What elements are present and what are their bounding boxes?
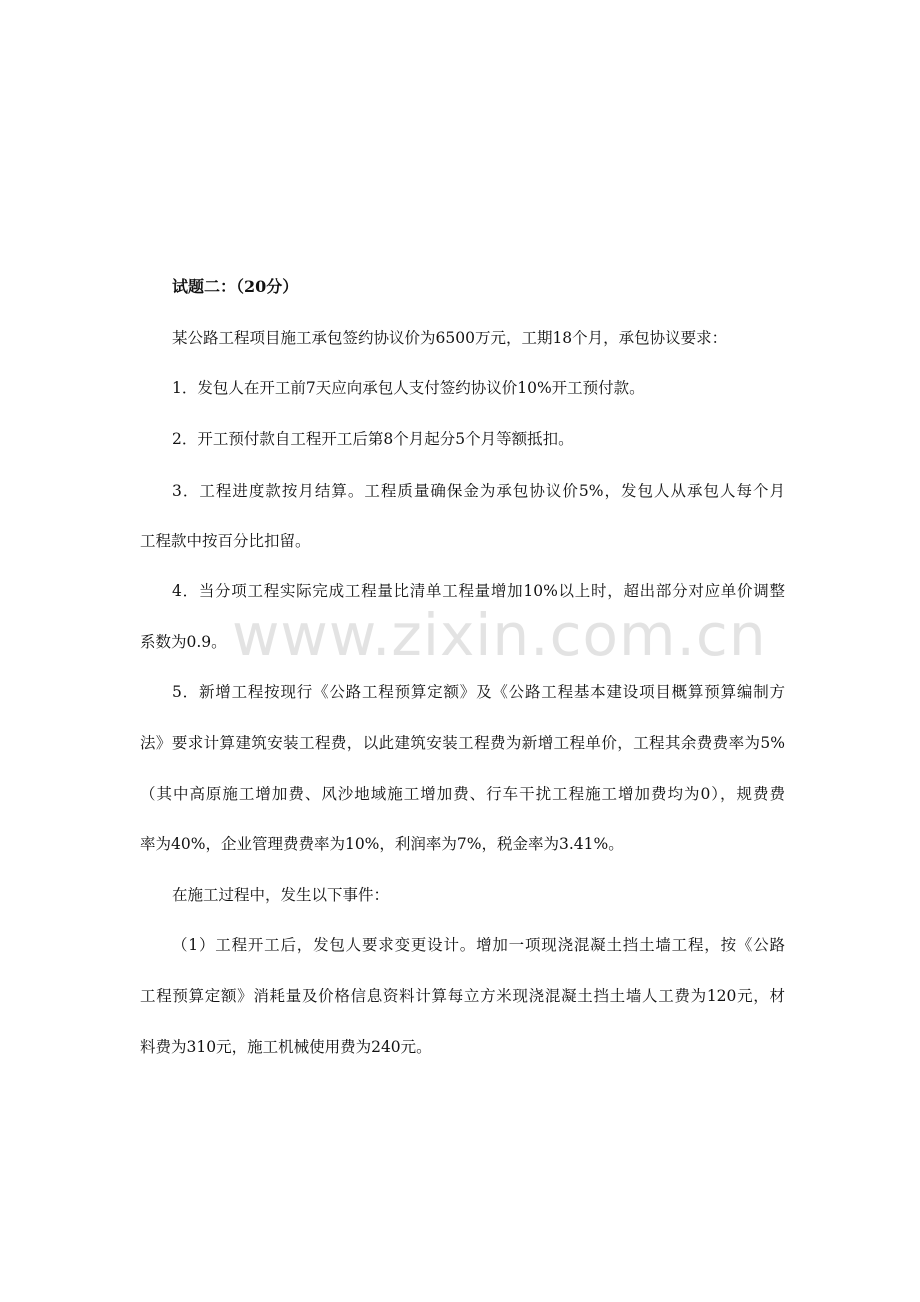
intro-line: 某公路工程项目施工承包签约协议价为6500万元，工期18个月，承包协议要求： (172, 329, 728, 347)
requirement-3-cont: 工程款中按百分比扣留。 (140, 532, 311, 550)
watermark: www.zixin.com.cn (232, 601, 767, 669)
requirement-4: 4．当分项工程实际完成工程量比清单工程量增加10%以上时，超出部分对应单价调整 (172, 582, 785, 600)
requirement-3: 3．工程进度款按月结算。工程质量确保金为承包协议价5%，发包人从承包人每个月 (172, 482, 785, 500)
requirement-2: 2．开工预付款自工程开工后第8个月起分5个月等额抵扣。 (172, 430, 574, 448)
requirement-5: 5．新增工程按现行《公路工程预算定额》及《公路工程基本建设项目概算预算编制方 (172, 683, 785, 701)
requirement-5-cont-3: 率为40%，企业管理费费率为10%，利润率为7%，税金率为3.41%。 (140, 835, 624, 853)
event-1-cont-2: 料费为310元，施工机械使用费为240元。 (140, 1038, 432, 1056)
events-intro: 在施工过程中，发生以下事件： (172, 886, 390, 904)
event-1-cont-1: 工程预算定额》消耗量及价格信息资料计算每立方米现浇混凝土挡土墙人工费为120元，材 (140, 987, 785, 1005)
requirement-4-cont: 系数为0.9。 (140, 633, 227, 651)
question-title: 试题二：（20分） (172, 277, 299, 296)
requirement-5-cont-2: （其中高原施工增加费、风沙地域施工增加费、行车干扰工程施工增加费均为0），规费费 (140, 785, 785, 803)
requirement-5-cont-1: 法》要求计算建筑安装工程费，以此建筑安装工程费为新增工程单价，工程其余费费率为5% (140, 734, 785, 752)
event-1: （1）工程开工后，发包人要求变更设计。增加一项现浇混凝土挡土墙工程，按《公路 (172, 936, 785, 954)
requirement-1: 1．发包人在开工前7天应向承包人支付签约协议价10%开工预付款。 (172, 379, 645, 397)
